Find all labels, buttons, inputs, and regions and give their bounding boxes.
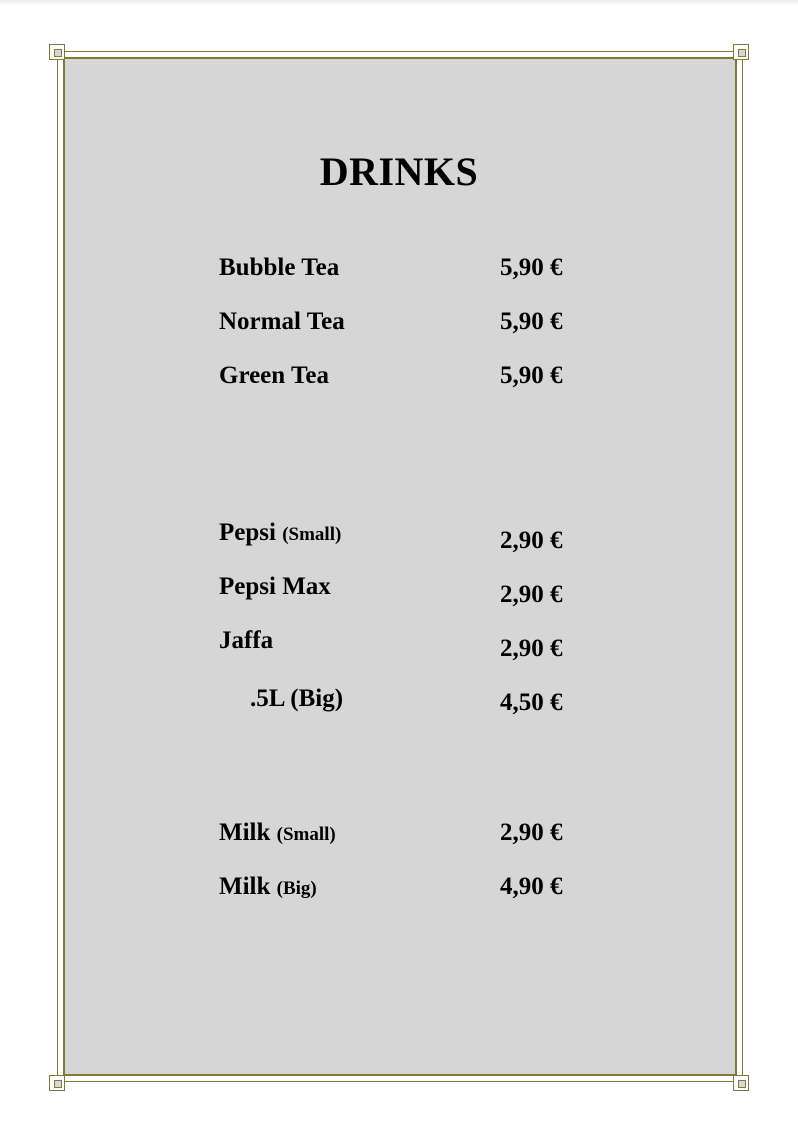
menu-item: [219, 573, 619, 608]
item-price: 4,90 €: [500, 873, 563, 900]
item-name: Bubble Tea: [219, 254, 340, 281]
frame-corner-ornament: [49, 1075, 65, 1091]
menu-title: DRINKS: [319, 149, 479, 194]
item-name: Pepsi Max: [219, 573, 331, 600]
item-size-note: (Big): [276, 878, 317, 899]
item-price: 2,90 €: [500, 819, 563, 846]
menu-item: [219, 685, 619, 717]
item-price: 5,90 €: [500, 362, 563, 389]
item-price: 2,90 €: [500, 527, 563, 554]
menu-item: [219, 873, 619, 905]
item-size-note: (Small): [282, 524, 342, 545]
item-name: Milk (Big): [219, 873, 317, 900]
item-name: Green Tea: [219, 362, 329, 389]
menu-item: [219, 308, 619, 340]
menu-item: [219, 519, 619, 554]
menu-item: [219, 819, 619, 851]
frame-corner-ornament: [733, 44, 749, 60]
item-name: Pepsi (Small): [219, 519, 342, 546]
item-price: 2,90 €: [500, 581, 563, 608]
menu-item: [219, 362, 619, 394]
menu-item: [219, 627, 619, 662]
menu-panel: [63, 57, 737, 1076]
item-price: 5,90 €: [500, 254, 563, 281]
menu-item: [219, 254, 619, 286]
item-name: Normal Tea: [219, 308, 345, 335]
frame-corner-ornament: [733, 1075, 749, 1091]
item-size-note: (Small): [276, 824, 336, 845]
item-name: Milk (Small): [219, 819, 336, 846]
item-price: 4,50 €: [500, 689, 563, 716]
frame-corner-ornament: [49, 44, 65, 60]
page-top-shade: [0, 0, 798, 6]
item-price: 5,90 €: [500, 308, 563, 335]
item-price: 2,90 €: [500, 635, 563, 662]
item-name: Jaffa: [219, 627, 274, 654]
item-name: .5L (Big): [250, 685, 344, 712]
